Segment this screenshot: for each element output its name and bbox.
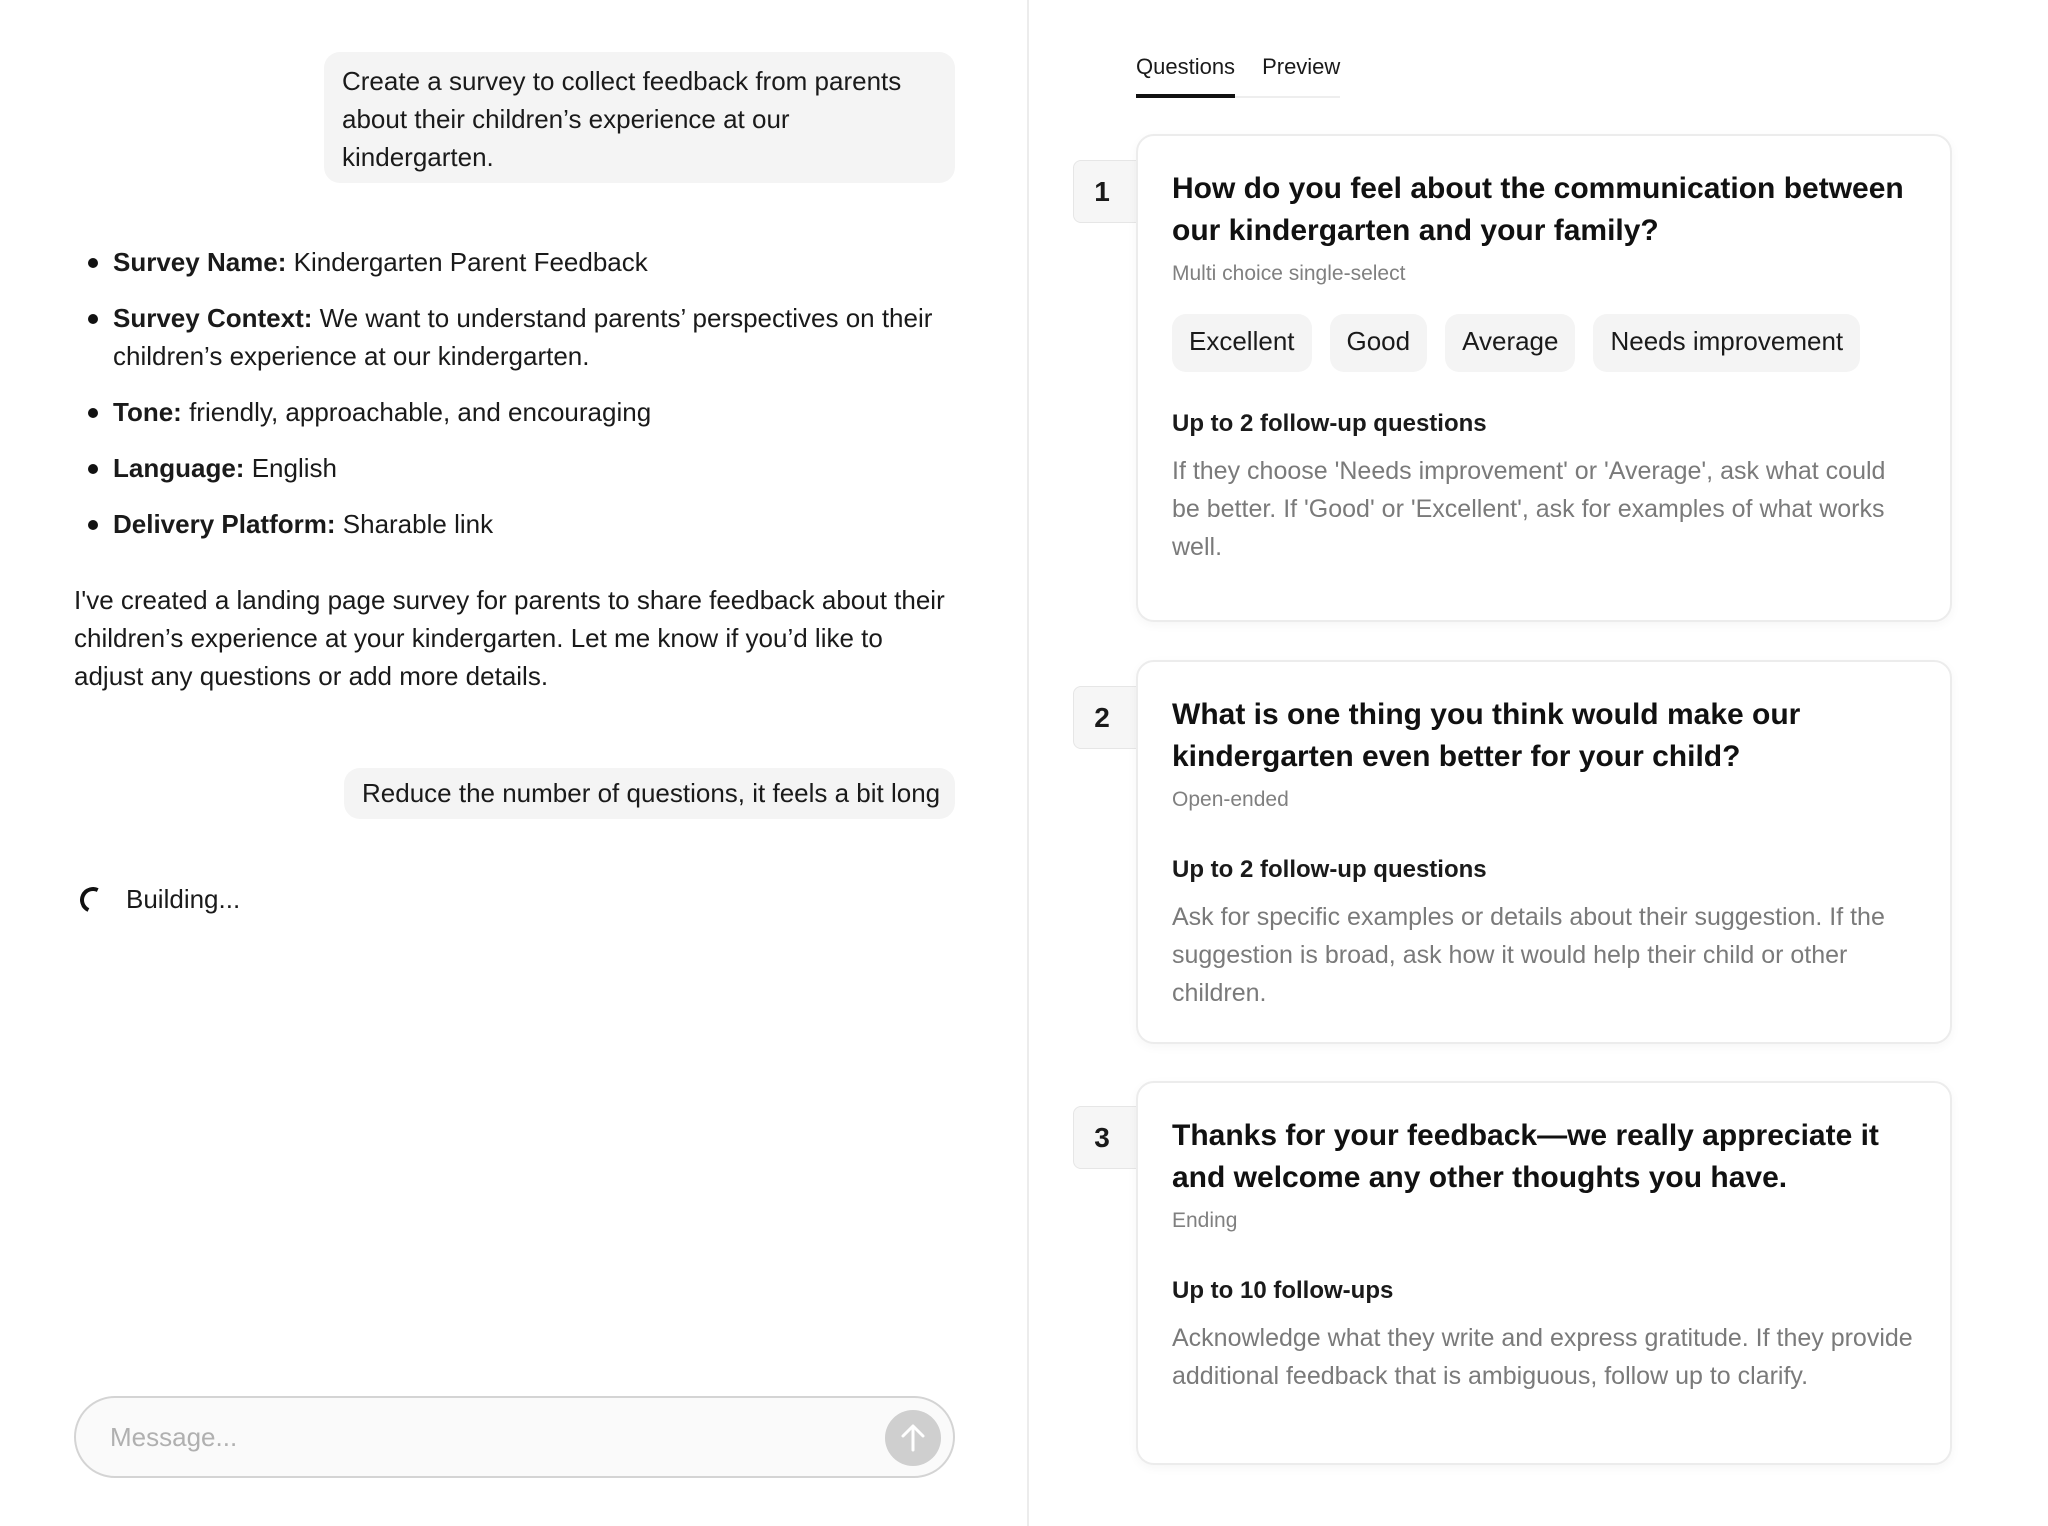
- fact-label: Survey Context:: [113, 303, 313, 333]
- options-list: [1172, 314, 1920, 372]
- fact-value: Kindergarten Parent Feedback: [293, 247, 648, 277]
- send-button[interactable]: [885, 1410, 941, 1466]
- followup-title: Up to 2 follow-up questions: [1172, 410, 1487, 437]
- fact-label: Language:: [113, 453, 245, 483]
- followup-text: If they choose 'Needs improvement' or 'Average', ask what could be better. If 'Good' or 'Excellent', ask for examples of what works well.: [1172, 457, 1886, 561]
- tab-preview[interactable]: Preview: [1262, 54, 1341, 79]
- question-number: 1: [1073, 160, 1137, 223]
- option-chip: Excellent: [1172, 314, 1312, 372]
- question-type: Ending: [1172, 1209, 1238, 1232]
- list-item: [86, 393, 966, 431]
- fact-label: Tone:: [113, 397, 182, 427]
- fact-label: Delivery Platform:: [113, 509, 336, 539]
- fact-value: English: [251, 453, 337, 483]
- followup-title: Up to 2 follow-up questions: [1172, 856, 1487, 883]
- user-message: Create a survey to collect feedback from parents about their children’s experience at our kindergarten.: [324, 52, 955, 183]
- building-status: [80, 884, 240, 915]
- question-number: 2: [1073, 686, 1137, 749]
- tab-questions[interactable]: Questions: [1136, 50, 1235, 98]
- question-title: What is one thing you think would make our kindergarten even better for your child?: [1172, 698, 1801, 773]
- arrow-up-icon: [899, 1423, 927, 1453]
- question-type: Open-ended: [1172, 788, 1289, 811]
- message-composer: [74, 1396, 955, 1478]
- list-item: [86, 449, 966, 487]
- option-chip: Average: [1445, 314, 1575, 372]
- fact-label: Survey Name:: [113, 247, 287, 277]
- question-type: Multi choice single-select: [1172, 262, 1406, 285]
- list-item: [86, 243, 966, 281]
- list-item: [86, 299, 966, 375]
- option-chip: Needs improvement: [1593, 314, 1860, 372]
- survey-summary-list: [86, 243, 966, 561]
- assistant-message: I've created a landing page survey for parents to share feedback about their children’s experience at your kindergarten. Let me know if you’d like to adjust any questions or add more details.: [74, 585, 945, 691]
- fact-value: We want to understand parents’ perspectives on their children’s experience at our kindergarten.: [113, 303, 933, 371]
- followup-title: Up to 10 follow-ups: [1172, 1277, 1394, 1304]
- tab-bar: [1136, 50, 1340, 98]
- message-input[interactable]: [110, 1398, 870, 1476]
- list-item: [86, 505, 966, 543]
- fact-value: Sharable link: [342, 509, 494, 539]
- status-text: Building...: [126, 884, 241, 914]
- question-title: How do you feel about the communication between our kindergarten and your family?: [1172, 172, 1904, 247]
- question-card[interactable]: [1136, 1081, 1952, 1465]
- followup-text: Acknowledge what they write and express gratitude. If they provide additional feedback that is ambiguous, follow up to clarify.: [1172, 1324, 1913, 1390]
- question-card[interactable]: [1136, 660, 1952, 1044]
- fact-value: friendly, approachable, and encouraging: [189, 397, 652, 427]
- option-chip: Good: [1330, 314, 1428, 372]
- question-number: 3: [1073, 1106, 1137, 1169]
- question-title: Thanks for your feedback—we really appreciate it and welcome any other thoughts you have.: [1172, 1119, 1879, 1194]
- survey-editor-panel: [1031, 0, 2048, 1526]
- followup-text: Ask for specific examples or details about their suggestion. If the suggestion is broad, ask how it would help their child or other children.: [1172, 903, 1885, 1007]
- spinner-icon: [76, 883, 109, 916]
- question-card[interactable]: [1136, 134, 1952, 622]
- user-message: Reduce the number of questions, it feels a bit long: [344, 768, 955, 819]
